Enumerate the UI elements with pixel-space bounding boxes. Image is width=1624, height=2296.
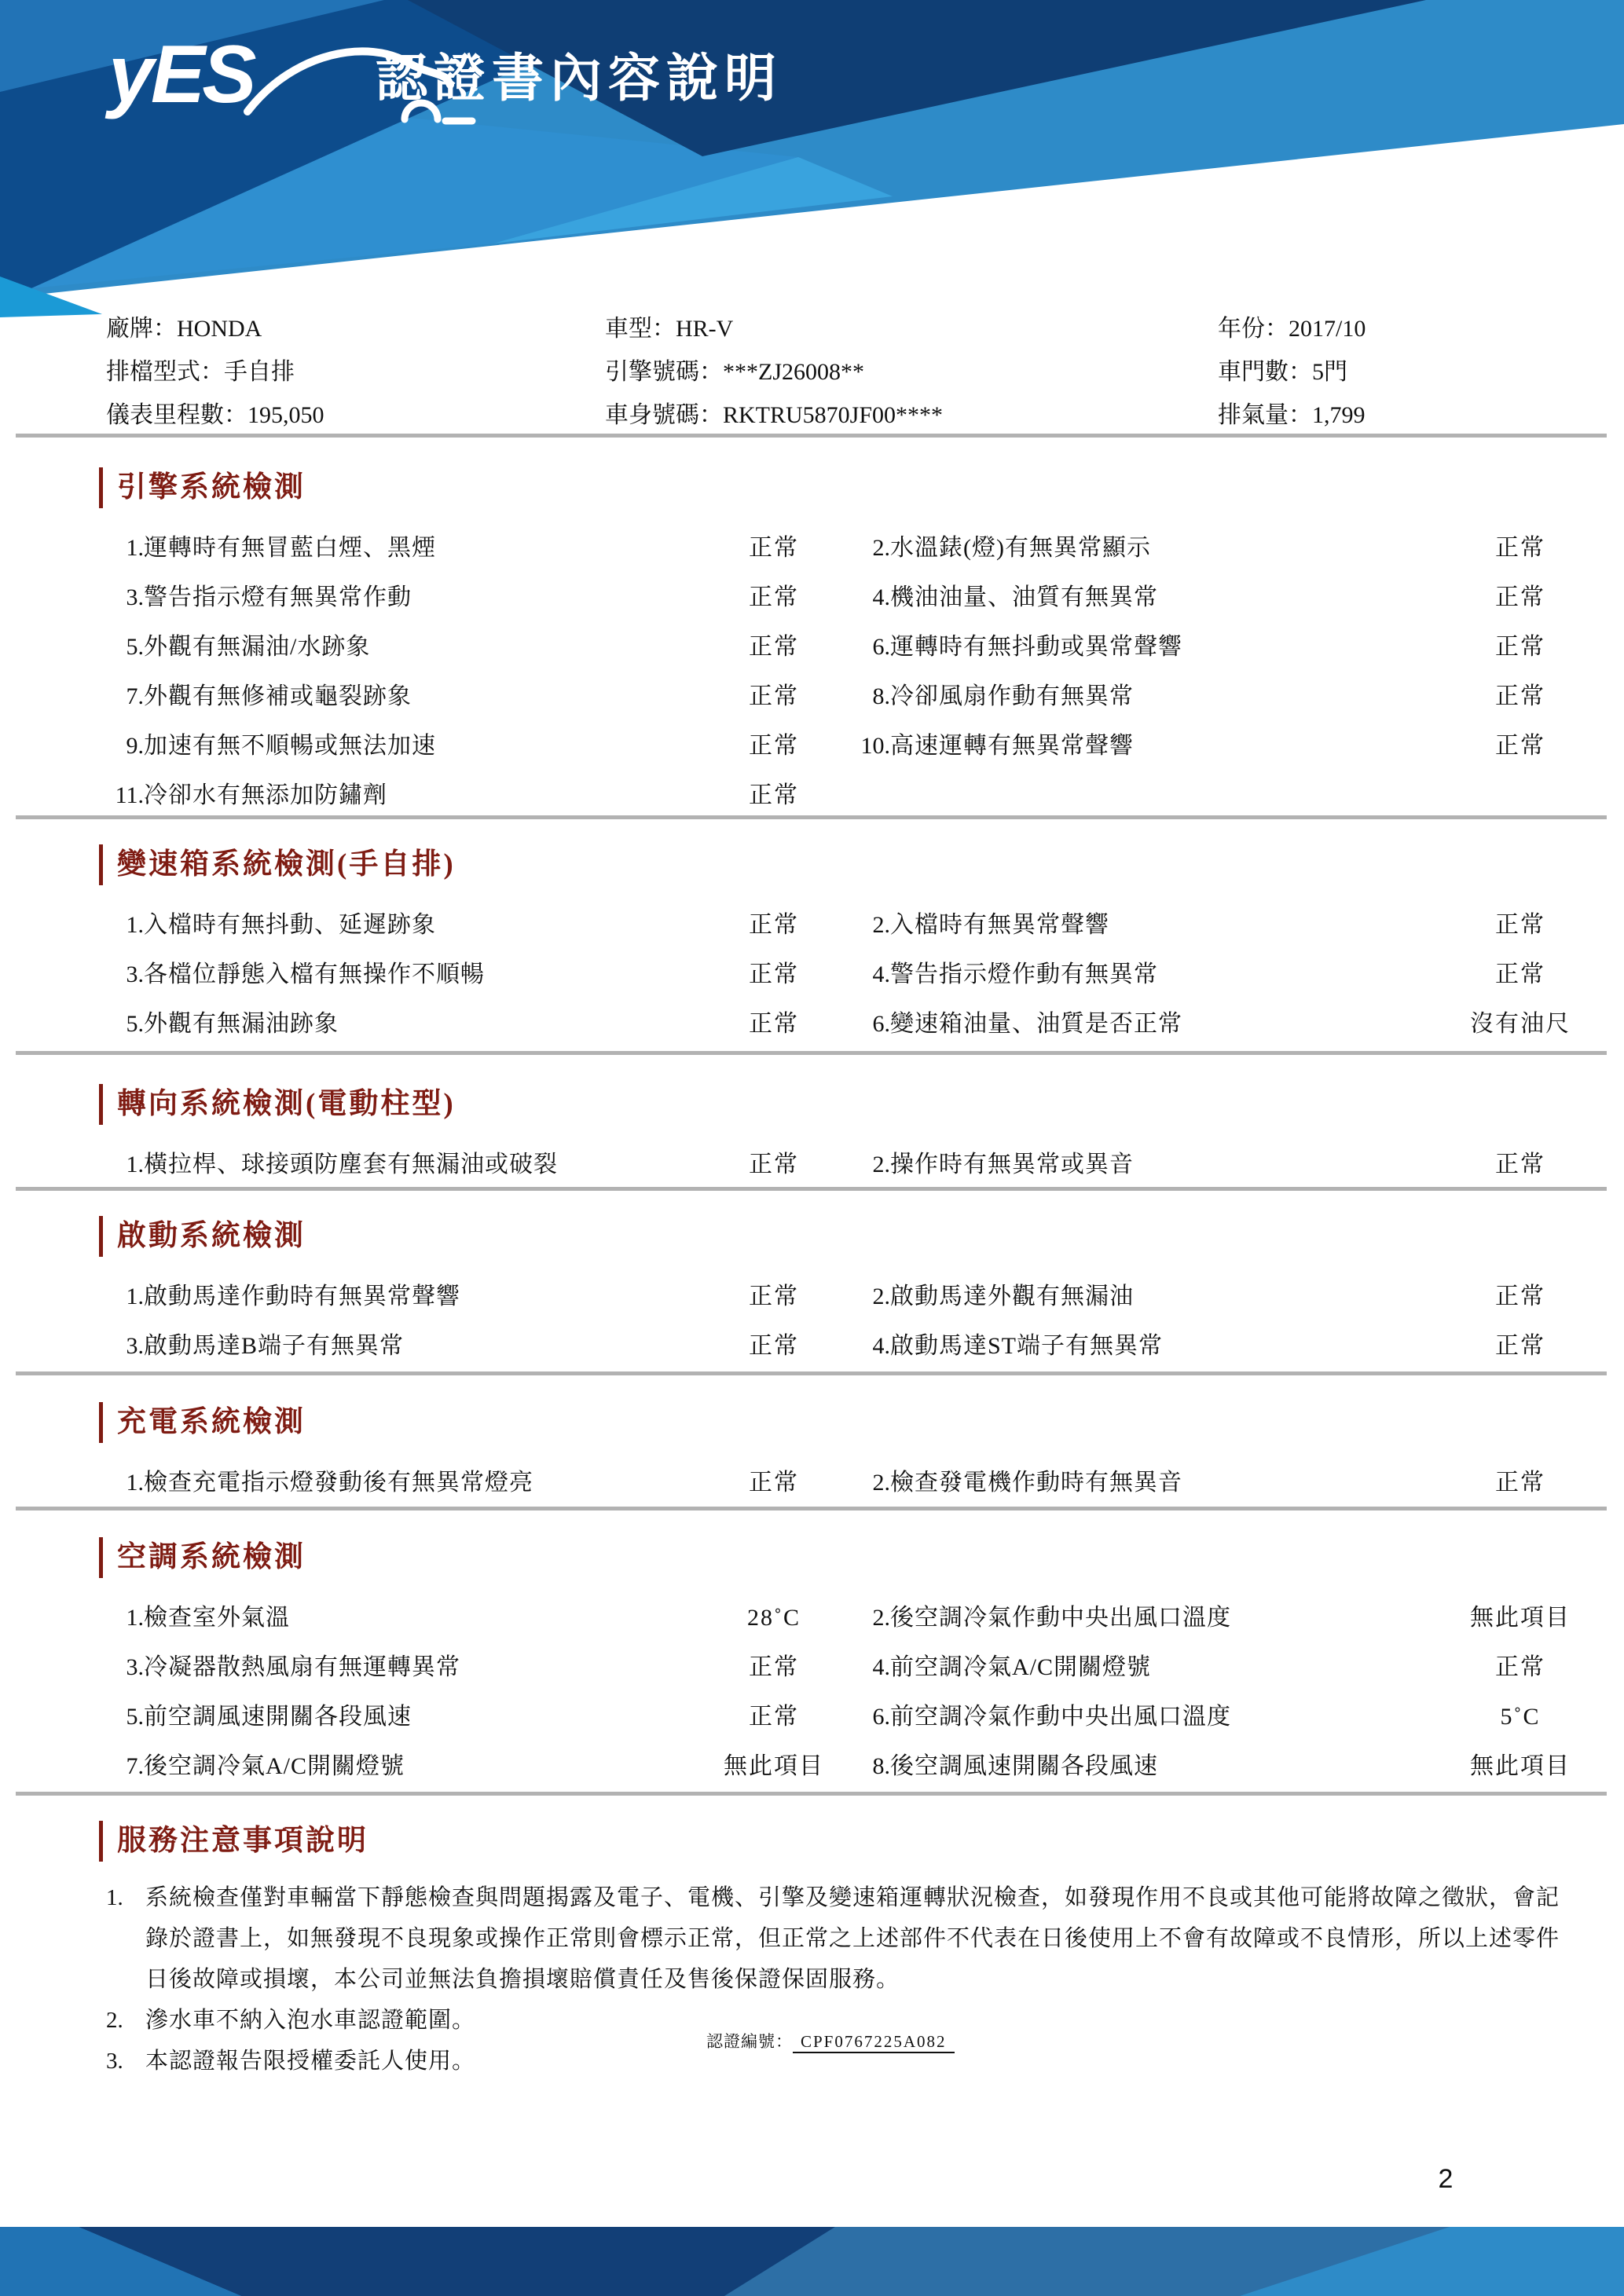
certificate-number-label: 認證編號： — [706, 2032, 793, 2051]
certificate-number-line — [706, 2029, 955, 2052]
item-label: 啟動馬達作動時有無異常聲響 — [144, 1283, 460, 1309]
item-number: 3. — [126, 1333, 144, 1359]
page-title: 認證書內容說明 — [376, 49, 783, 107]
item-number: 8. — [872, 683, 890, 709]
item-value: 正常 — [749, 733, 799, 759]
item-label: 運轉時有無冒藍白煙、黑煙 — [144, 535, 436, 561]
item-number: 1. — [126, 535, 144, 561]
item-number: 4. — [872, 1654, 890, 1680]
note-text: 本認證報告限授權委託人使用。 — [145, 2049, 476, 2074]
inspection-item — [852, 732, 1599, 782]
item-number: 2. — [872, 1605, 890, 1631]
inspection-item — [852, 1010, 1599, 1060]
item-number: 2. — [872, 1470, 890, 1496]
item-label: 各檔位靜態入檔有無操作不順暢 — [144, 961, 485, 987]
inspection-item — [852, 961, 1599, 1010]
item-label: 後空調冷氣A/C開關燈號 — [144, 1753, 405, 1779]
item-value: 5˚C — [1500, 1704, 1541, 1730]
item-value: 正常 — [749, 634, 799, 660]
vehicle-info-table — [0, 307, 1624, 437]
item-label: 冷凝器散熱風扇有無運轉異常 — [144, 1654, 460, 1680]
item-value: 無此項目 — [724, 1753, 824, 1779]
item-label: 水溫錶(燈)有無異常顯示 — [890, 535, 1151, 561]
item-value: 正常 — [1495, 535, 1545, 561]
item-number: 5. — [126, 634, 144, 660]
item-label: 檢查充電指示燈發動後有無異常燈亮 — [144, 1470, 533, 1496]
item-number: 9. — [126, 733, 144, 759]
inspection-item — [106, 782, 852, 831]
item-number: 5. — [126, 1011, 144, 1037]
vehicle-info-row — [0, 350, 1624, 394]
item-value: 正常 — [1495, 961, 1545, 987]
item-value: 正常 — [749, 1011, 799, 1037]
inspection-items — [106, 1283, 1624, 1382]
item-value: 正常 — [749, 1470, 799, 1496]
vehicle-info-row — [0, 307, 1624, 350]
item-label: 啟動馬達B端子有無異常 — [144, 1333, 405, 1359]
item-label: 操作時有無異常或異音 — [890, 1152, 1134, 1177]
inspection-item — [106, 911, 852, 961]
section-title: 啟動系統檢測 — [99, 1216, 1624, 1257]
item-value: 正常 — [749, 584, 799, 610]
vehicle-mileage: 儀表里程數：195,050 — [106, 402, 324, 428]
item-value: 無此項目 — [1470, 1753, 1571, 1779]
vehicle-displacement: 排氣量：1,799 — [1218, 402, 1366, 428]
section-divider — [16, 434, 1607, 438]
footer-banner-graphic — [0, 2227, 1624, 2296]
item-label: 運轉時有無抖動或異常聲響 — [890, 634, 1182, 660]
item-value: 正常 — [1495, 1470, 1545, 1496]
inspection-item — [106, 1151, 852, 1200]
item-value: 正常 — [1495, 1333, 1545, 1359]
item-value: 正常 — [749, 683, 799, 709]
item-label: 警告指示燈有無異常作動 — [144, 584, 412, 610]
item-value: 正常 — [1495, 1283, 1545, 1309]
item-label: 加速有無不順暢或無法加速 — [144, 733, 436, 759]
item-number: 4. — [872, 1333, 890, 1359]
note-number: 3. — [106, 2049, 123, 2074]
item-number: 1. — [126, 1605, 144, 1631]
item-value: 正常 — [749, 1654, 799, 1680]
section-title: 服務注意事項說明 — [99, 1821, 1624, 1862]
item-label: 冷卻風扇作動有無異常 — [890, 683, 1134, 709]
item-value: 正常 — [749, 535, 799, 561]
item-number: 1. — [126, 912, 144, 938]
vehicle-info-row — [0, 394, 1624, 437]
note-text: 滲水車不納入泡水車認證範圍。 — [145, 2008, 476, 2033]
item-number: 1. — [126, 1283, 144, 1309]
item-number: 6. — [872, 1704, 890, 1730]
section-title: 空調系統檢測 — [99, 1537, 1624, 1578]
inspection-item — [106, 1752, 852, 1802]
inspection-item — [852, 683, 1599, 732]
inspection-item — [852, 911, 1599, 961]
item-label: 高速運轉有無異常聲響 — [890, 733, 1134, 759]
item-number: 6. — [872, 1011, 890, 1037]
item-number: 3. — [126, 961, 144, 987]
item-value: 正常 — [1495, 683, 1545, 709]
vehicle-vin: 車身號碼：RKTRU5870JF00**** — [605, 402, 944, 428]
inspection-item — [852, 1703, 1599, 1752]
certificate-number: CPF0767225A082 — [793, 2032, 955, 2053]
item-number: 6. — [872, 634, 890, 660]
item-value: 正常 — [1495, 634, 1545, 660]
item-label: 前空調風速開關各段風速 — [144, 1704, 412, 1730]
inspection-item — [106, 1653, 852, 1703]
item-number: 11. — [115, 782, 144, 808]
inspection-item — [852, 1332, 1599, 1382]
inspection-items — [106, 1604, 1624, 1802]
item-number: 2. — [872, 535, 890, 561]
inspection-item — [852, 1151, 1599, 1200]
item-number: 2. — [872, 1283, 890, 1309]
item-value: 正常 — [1495, 912, 1545, 938]
vehicle-door-count: 車門數：5門 — [1218, 359, 1347, 385]
item-number: 1. — [126, 1470, 144, 1496]
item-number: 1. — [126, 1152, 144, 1177]
inspection-item — [106, 534, 852, 584]
item-label: 入檔時有無異常聲響 — [890, 912, 1109, 938]
inspection-item — [106, 683, 852, 732]
inspection-item — [106, 584, 852, 633]
item-label: 外觀有無修補或龜裂跡象 — [144, 683, 412, 709]
section-title: 充電系統檢測 — [99, 1402, 1624, 1443]
item-label: 橫拉桿、球接頭防塵套有無漏油或破裂 — [144, 1152, 558, 1177]
item-label: 警告指示燈作動有無異常 — [890, 961, 1158, 987]
item-label: 啟動馬達外觀有無漏油 — [890, 1283, 1134, 1309]
item-number: 4. — [872, 584, 890, 610]
item-label: 變速箱油量、油質是否正常 — [890, 1011, 1182, 1037]
item-label: 檢查室外氣溫 — [144, 1605, 290, 1631]
brand-logo: yES — [108, 29, 254, 120]
item-value: 28˚C — [747, 1605, 801, 1631]
inspection-item — [852, 1653, 1599, 1703]
note-item — [106, 1877, 1575, 2000]
item-value: 正常 — [749, 961, 799, 987]
inspection-items — [106, 534, 1624, 831]
item-number: 5. — [126, 1704, 144, 1730]
section-title: 轉向系統檢測(電動柱型) — [99, 1084, 1624, 1125]
section-title: 變速箱系統檢測(手自排) — [99, 844, 1624, 885]
inspection-item — [852, 1604, 1599, 1653]
section-starter-inspection — [0, 1216, 1624, 1382]
item-number: 2. — [872, 912, 890, 938]
item-value: 沒有油尺 — [1470, 1011, 1571, 1037]
item-label: 外觀有無漏油跡象 — [144, 1011, 339, 1037]
item-number: 4. — [872, 961, 890, 987]
item-number: 2. — [872, 1152, 890, 1177]
inspection-item — [106, 1010, 852, 1060]
item-value: 正常 — [1495, 1152, 1545, 1177]
item-label: 後空調冷氣作動中央出風口溫度 — [890, 1605, 1231, 1631]
inspection-item — [106, 1604, 852, 1653]
inspection-item — [106, 633, 852, 683]
inspection-item — [852, 633, 1599, 683]
note-number: 1. — [106, 1885, 123, 1910]
item-value: 正常 — [1495, 584, 1545, 610]
item-number: 8. — [872, 1753, 890, 1779]
inspection-item — [852, 1469, 1599, 1518]
item-label: 檢查發電機作動時有無異音 — [890, 1470, 1182, 1496]
item-value: 正常 — [1495, 733, 1545, 759]
section-transmission-inspection — [0, 844, 1624, 1060]
inspection-item — [106, 1703, 852, 1752]
section-charging-inspection — [0, 1402, 1624, 1518]
item-label: 入檔時有無抖動、延遲跡象 — [144, 912, 436, 938]
item-label: 機油油量、油質有無異常 — [890, 584, 1158, 610]
vehicle-model: 車型：HR-V — [605, 316, 734, 342]
note-number: 2. — [106, 2008, 123, 2033]
item-value: 無此項目 — [1470, 1605, 1571, 1631]
vehicle-year: 年份：2017/10 — [1218, 316, 1366, 342]
item-number: 7. — [126, 1753, 144, 1779]
inspection-item — [852, 584, 1599, 633]
section-engine-inspection — [0, 467, 1624, 831]
item-label: 前空調冷氣A/C開關燈號 — [890, 1654, 1152, 1680]
item-value: 正常 — [749, 1333, 799, 1359]
inspection-item — [106, 1332, 852, 1382]
inspection-item — [106, 1283, 852, 1332]
vehicle-brand: 廠牌：HONDA — [106, 316, 262, 342]
vehicle-transmission-type: 排檔型式：手自排 — [106, 359, 295, 385]
inspection-item — [106, 732, 852, 782]
item-value: 正常 — [749, 1704, 799, 1730]
inspection-items — [106, 1469, 1624, 1518]
inspection-item — [852, 534, 1599, 584]
item-value: 正常 — [749, 782, 799, 808]
section-title: 引擎系統檢測 — [99, 467, 1624, 508]
item-label: 外觀有無漏油/水跡象 — [144, 634, 371, 660]
item-value: 正常 — [749, 1283, 799, 1309]
item-number: 3. — [126, 1654, 144, 1680]
item-label: 啟動馬達ST端子有無異常 — [890, 1333, 1164, 1359]
item-number: 3. — [126, 584, 144, 610]
item-number: 10. — [860, 733, 890, 759]
item-value: 正常 — [749, 912, 799, 938]
inspection-item — [852, 1752, 1599, 1802]
note-text: 系統檢查僅對車輛當下靜態檢查與問題揭露及電子、電機、引擎及變速箱運轉狀況檢查，如發現作用不良或其他可能將故障之徵狀，會記錄於證書上，如無發現不良現象或操作正常則會標示正常，但正常之上述部件不代表在日後使用上不會有故障或不良情形，所以上述零件日後故障或損壞，本公司並無法負擔損壞賠償責任及售後保證保固服務。 — [145, 1885, 1560, 1992]
inspection-item — [852, 1283, 1599, 1332]
inspection-item — [106, 961, 852, 1010]
item-label: 前空調冷氣作動中央出風口溫度 — [890, 1704, 1231, 1730]
item-label: 冷卻水有無添加防鏽劑 — [144, 782, 387, 808]
section-steering-inspection — [0, 1084, 1624, 1200]
inspection-items — [106, 1151, 1624, 1200]
inspection-item — [106, 1469, 852, 1518]
item-value: 正常 — [1495, 1654, 1545, 1680]
inspection-items — [106, 911, 1624, 1060]
item-number: 7. — [126, 683, 144, 709]
item-value: 正常 — [749, 1152, 799, 1177]
section-aircon-inspection — [0, 1537, 1624, 1802]
page-number: 2 — [1438, 2164, 1454, 2194]
item-label: 後空調風速開關各段風速 — [890, 1753, 1158, 1779]
vehicle-engine-number: 引擎號碼：***ZJ26008** — [605, 359, 864, 385]
